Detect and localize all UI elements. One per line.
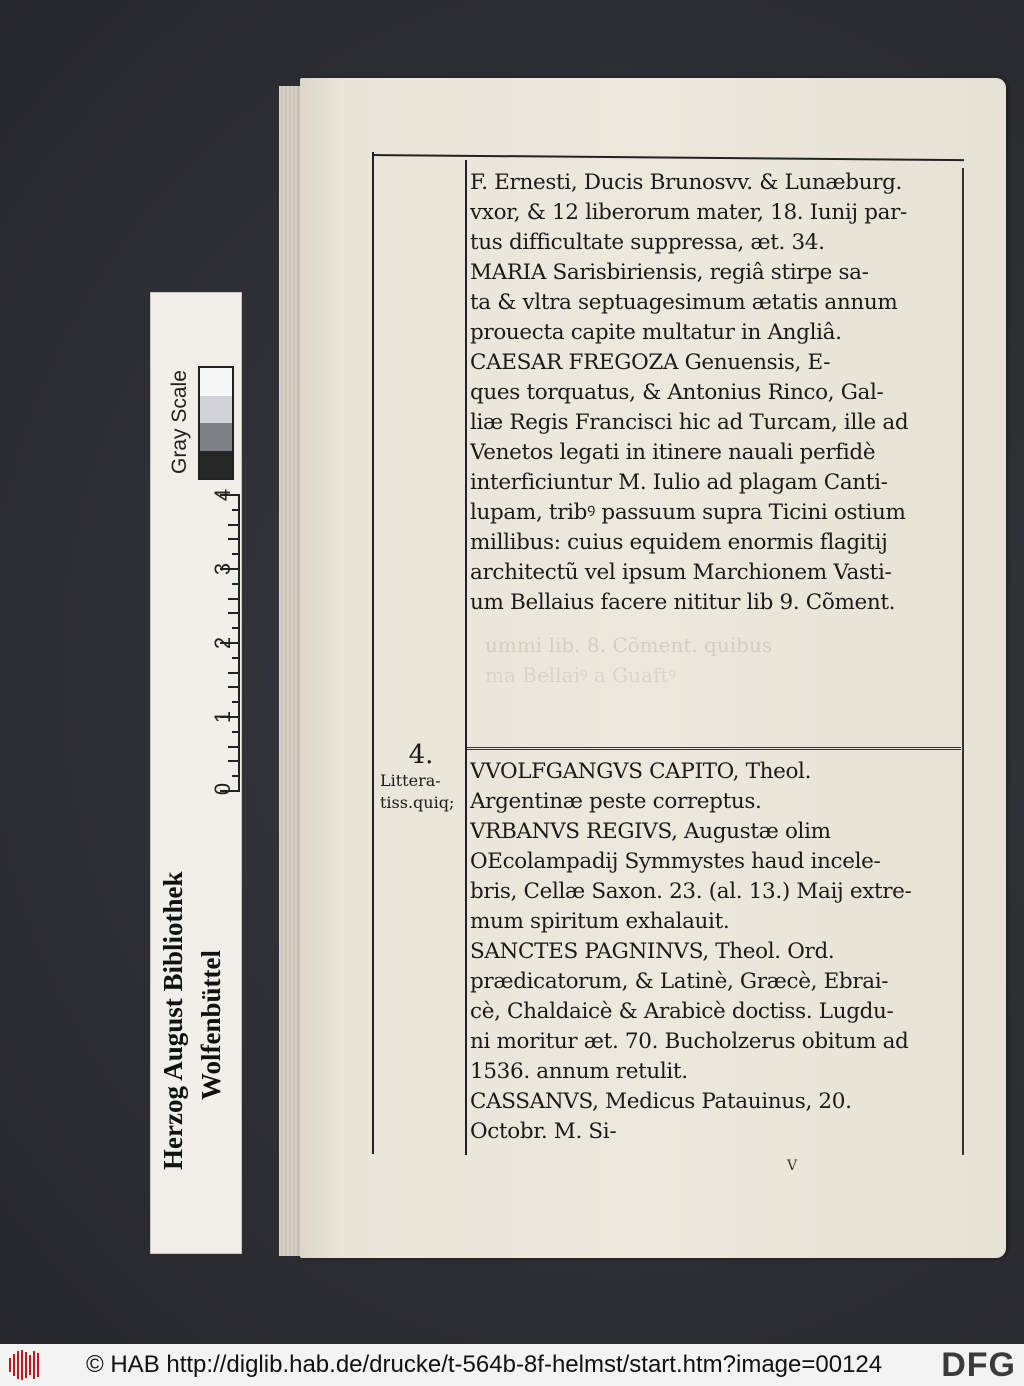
text-line: MARIA Sarisbiriensis, regiâ stirpe sa- xyxy=(470,260,869,285)
library-name: Herzog August Bibliothek xyxy=(158,871,188,1170)
text-line: liæ Regis Francisci hic ad Turcam, ille ad xyxy=(470,410,909,435)
text-line: millibus: cuius equidem enormis flagitij xyxy=(470,530,888,555)
hab-logo-icon xyxy=(0,1344,48,1386)
gray-scale-text: Gray Scale xyxy=(168,370,191,474)
text-line: CASSANVS, Medicus Patauinus, 20. xyxy=(470,1089,852,1114)
gray-patch xyxy=(200,396,232,424)
column-rule xyxy=(465,160,467,1155)
margin-note xyxy=(378,740,464,814)
text-line: VRBANVS REGIVS, Augustæ olim xyxy=(470,819,831,844)
text-line: prædicatorum, & Latinè, Græcè, Ebrai- xyxy=(470,969,889,994)
text-line: um Bellaius facere nititur lib 9. Cõment. xyxy=(470,590,896,615)
text-line: CAESAR FREGOZA Genuensis, E- xyxy=(470,350,831,375)
ruler-library-label xyxy=(152,800,240,1240)
footer-bar xyxy=(0,1344,1024,1386)
section-divider-rule xyxy=(467,747,961,750)
gray-scale-label xyxy=(158,372,198,482)
text-block-bottom xyxy=(470,757,962,1147)
text-line: Octobr. M. Si- xyxy=(470,1119,617,1144)
ruler-number: 0 xyxy=(210,782,235,796)
text-line: VVOLFGANGVS CAPITO, Theol. xyxy=(470,759,812,784)
text-line: interficiuntur M. Iulio ad plagam Canti- xyxy=(470,470,888,495)
text-line: bris, Cellæ Saxon. 23. (al. 13.) Maij extre- xyxy=(470,879,912,904)
ruler-number: 4 xyxy=(210,488,235,502)
text-line: ta & vltra septuagesimum ætatis annum xyxy=(470,290,898,315)
ruler-number: 3 xyxy=(210,562,235,576)
footer-copyright-link[interactable]: © HAB http://diglib.hab.de/drucke/t-564b-8f-helmst/start.htm?image=00124 xyxy=(86,1351,883,1378)
text-line: mum spiritum exhalauit. xyxy=(470,909,730,934)
gray-patch xyxy=(200,368,232,396)
text-line: F. Ernesti, Ducis Brunosvv. & Lunæburg. xyxy=(470,170,903,195)
margin-rule-right xyxy=(962,168,964,1155)
text-line: tus difficultate suppressa, æt. 34. xyxy=(470,230,825,255)
text-line: ques torquatus, & Antonius Rinco, Gal- xyxy=(470,380,884,405)
margin-text: Littera- xyxy=(380,771,441,790)
text-line: lupam, tribꝰ passuum supra Ticini ostium xyxy=(470,500,906,525)
margin-text: tiss.quiq; xyxy=(380,793,455,812)
library-city: Wolfenbüttel xyxy=(196,949,226,1100)
margin-number: 4. xyxy=(408,740,434,770)
text-line: ni moritur æt. 70. Bucholzerus obitum ad xyxy=(470,1029,909,1054)
text-line: SANCTES PAGNINVS, Theol. Ord. xyxy=(470,939,835,964)
text-line: vxor, & 12 liberorum mater, 18. Iunij par- xyxy=(470,200,907,225)
text-line: architectũ vel ipsum Marchionem Vasti- xyxy=(470,560,892,585)
text-line: prouecta capite multatur in Angliâ. xyxy=(470,320,842,345)
ruler-number: 1 xyxy=(210,710,235,724)
text-line: 1536. annum retulit. xyxy=(470,1059,688,1084)
signature-mark: V xyxy=(787,1158,798,1174)
text-block-top xyxy=(470,168,962,618)
ruler-tick xyxy=(238,494,240,792)
text-line: Venetos legati in itinere nauali perfidè xyxy=(470,440,876,465)
text-line: OEcolampadij Symmystes haud incele- xyxy=(470,849,881,874)
text-line: cè, Chaldaicè & Arabicè doctiss. Lugdu- xyxy=(470,999,894,1024)
margin-rule-left xyxy=(372,152,374,1154)
gray-patch xyxy=(200,451,232,479)
ruler-number: 2 xyxy=(210,636,235,650)
gray-patch xyxy=(200,423,232,451)
text-line: Argentinæ peste correptus. xyxy=(470,789,762,814)
dfg-logo: DFG xyxy=(941,1345,1016,1384)
show-through-text: ummi lib. 8. Cõment. quibus ma Bellaiꝰ a Guaftꝰ xyxy=(485,633,773,687)
gray-scale-patches xyxy=(198,366,234,480)
